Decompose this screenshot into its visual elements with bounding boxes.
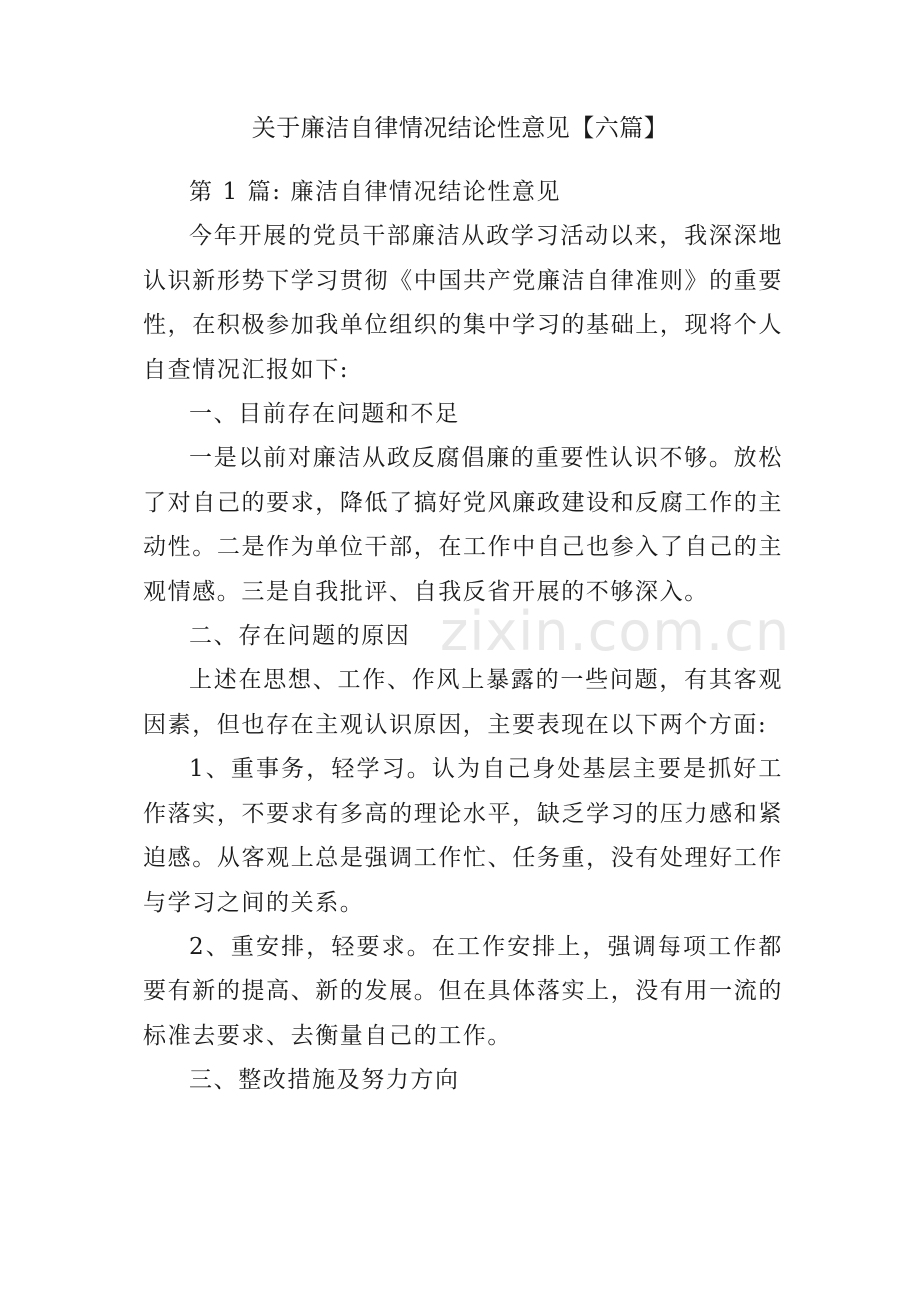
document-title: 关于廉洁自律情况结论性意见【六篇】	[251, 114, 669, 142]
paragraph-problems: 一是以前对廉洁从政反腐倡廉的重要性认识不够。放松了对自己的要求，降低了搞好党风廉政建设和反腐工作的主动性。二是作为单位干部，在工作中自己也参入了自己的主观情感。三是自我批评、自我反省开展的不够深入。	[143, 445, 783, 605]
section-heading-article-1: 第 1 篇: 廉洁自律情况结论性意见	[189, 179, 562, 205]
paragraph-intro: 今年开展的党员干部廉洁从政学习活动以来，我深深地认识新形势下学习贯彻《中国共产党廉洁自律准则》的重要性，在积极参加我单位组织的集中学习的基础上，现将个人自查情况汇报如下:	[143, 223, 783, 383]
watermark-text: zixin.com.cn	[440, 600, 791, 663]
paragraph-causes: 上述在思想、工作、作风上暴露的一些问题，有其客观因素，但也存在主观认识原因，主要表现在以下两个方面:	[143, 667, 783, 738]
section-heading-measures: 三、整改措施及努力方向	[189, 1067, 460, 1094]
document-body	[143, 170, 783, 1103]
section-heading-causes: 二、存在问题的原因	[189, 623, 411, 650]
paragraph-cause-1: 1、重事务，轻学习。认为自己身处基层主要是抓好工作落实，不要求有多高的理论水平，缺乏学习的压力感和紧迫感。从客观上总是强调工作忙、任务重，没有处理好工作与学习之间的关系。	[143, 756, 783, 916]
section-heading-problems: 一、目前存在问题和不足	[189, 401, 460, 428]
paragraph-cause-2: 2、重安排，轻要求。在工作安排上，强调每项工作都要有新的提高、新的发展。但在具体落实上，没有用一流的标准去要求、去衡量自己的工作。	[143, 933, 783, 1049]
